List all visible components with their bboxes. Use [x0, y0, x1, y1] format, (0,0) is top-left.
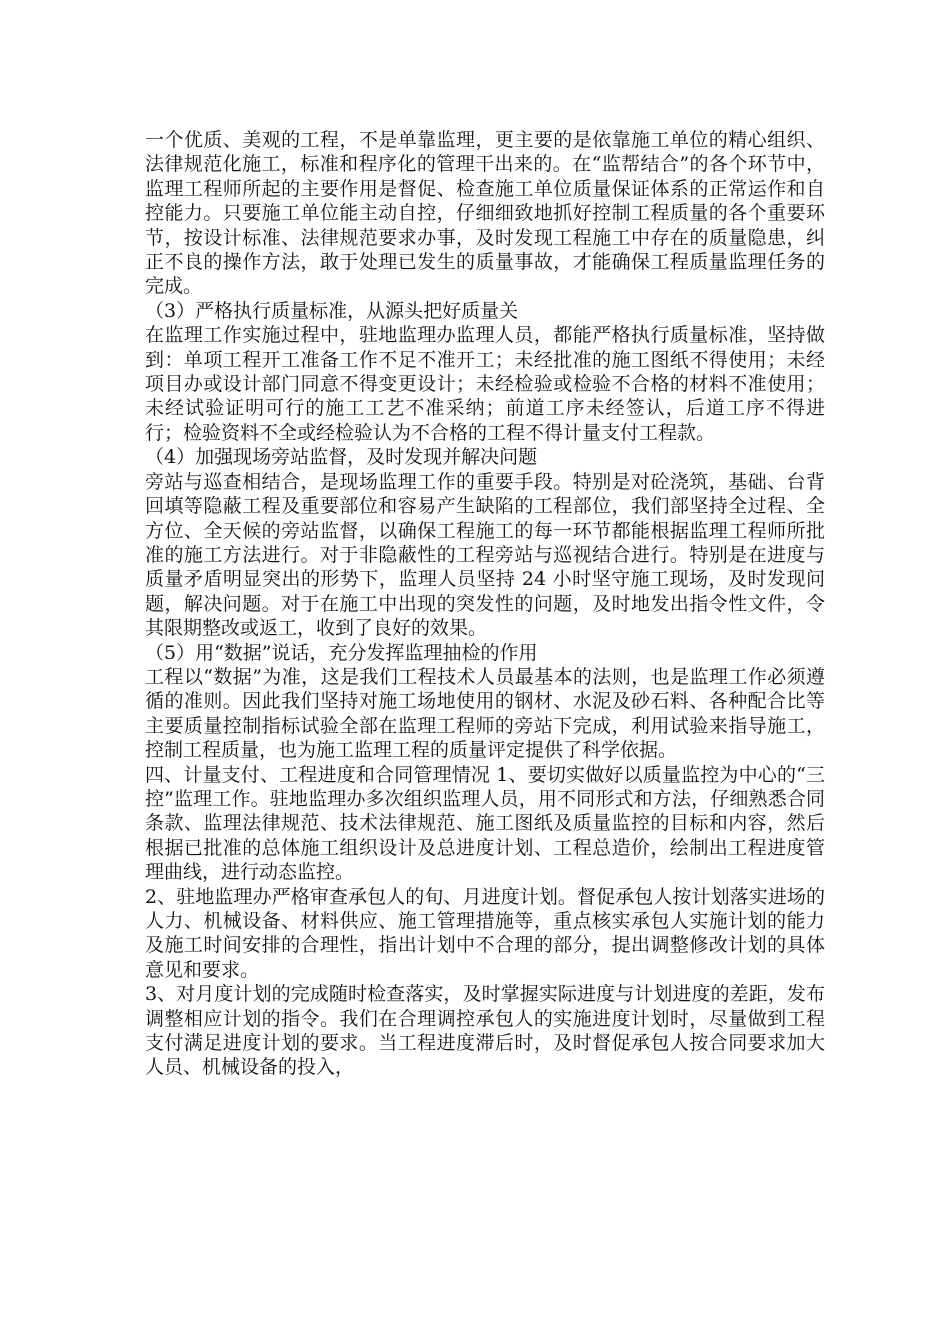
paragraph-payment-progress-contract: 四、计量支付、工程进度和合同管理情况 1、要切实做好以质量监控为中心的“三控”监理工作。驻地监理办多次组织监理人员，用不同形式和方法，仔细熟悉合同条款、监理法律规范、技术法律规范、施工图纸及质量监控的目标和内容，然后根据已批准的总体施工组织设计及总进度计划、工程总造价，绘制出工程进度管理曲线，进行动态监控。	[145, 763, 825, 884]
paragraph-quality-standards: 在监理工作实施过程中，驻地监理办监理人员，都能严格执行质量标准，坚持做到：单项工程开工准备工作不足不准开工；未经批准的施工图纸不得使用；未经项目办或设计部门同意不得变更设计；未经检验或检验不合格的材料不准使用；未经试验证明可行的施工工艺不准采纳；前道工序未经签认，后道工序不得进行；检验资料不全或经检验认为不合格的工程不得计量支付工程款。	[145, 324, 825, 444]
paragraph-monthly-plan-check: 3、对月度计划的完成随时检查落实，及时掌握实际进度与计划进度的差距，发布调整相应计划的指令。我们在合理调控承包人的实施进度计划时，尽量做到工程支付满足进度计划的要求。当工程进度滞后时，及时督促承包人按合同要求加大人员、机械设备的投入，	[145, 983, 825, 1079]
paragraph-data-sampling: 工程以“数据”为准，这是我们工程技术人员最基本的法则，也是监理工作必须遵循的准则。因此我们坚持对施工场地使用的钢材、水泥及砂石料、各种配合比等主要质量控制指标试验全部在监理工程师的旁站下完成，利用试验来指导施工，控制工程质量，也为施工监理工程的质量评定提供了科学依据。	[145, 665, 825, 762]
paragraph-quality-responsibility: 一个优质、美观的工程，不是单靠监理，更主要的是依靠施工单位的精心组织、法律规范化施工，标准和程序化的管理干出来的。在“监帮结合”的各个环节中，监理工程师所起的主要作用是督促、检查施工单位质量保证体系的正常运作和自控能力。只要施工单位能主动自控，仔细细致地抓好控制工程质量的各个重要环节，按设计标准、法律规范要求办事，及时发现工程施工中存在的质量隐患，纠正不良的操作方法，敢于处理已发生的质量事故，才能确保工程质量监理任务的完成。	[145, 129, 825, 298]
heading-quality-standards: （3）严格执行质量标准，从源头把好质量关	[145, 299, 519, 322]
paragraph-schedule-review: 2、驻地监理办严格审查承包人的旬、月进度计划。督促承包人按计划落实进场的人力、机械设备、材料供应、施工管理措施等，重点核实承包人实施计划的能力及施工时间安排的合理性，指出计划中不合理的部分，提出调整修改计划的具体意见和要求。	[145, 885, 825, 981]
paragraph-onsite-supervision: 旁站与巡查相结合，是现场监理工作的重要手段。特别是对砼浇筑，基础、台背回填等隐蔽工程及重要部位和容易产生缺陷的工程部位，我们部坚持全过程、全方位、全天候的旁站监督，以确保工程施工的每一环节都能根据监理工程师所批准的施工方法进行。对于非隐蔽性的工程旁站与巡视结合进行。特别是在进度与质量矛盾明显突出的形势下，监理人员坚持 24 小时坚守施工现场，及时发现问题，解决问题。对于在施工中出现的突发性的问题，及时地发出指令性文件，令其限期整改或返工，收到了良好的效果。	[145, 470, 825, 640]
heading-data-sampling: （5）用“数据”说话，充分发挥监理抽检的作用	[145, 641, 538, 664]
heading-onsite-supervision: （4）加强现场旁站监督，及时发现并解决问题	[145, 446, 538, 469]
document-page	[145, 128, 825, 1080]
